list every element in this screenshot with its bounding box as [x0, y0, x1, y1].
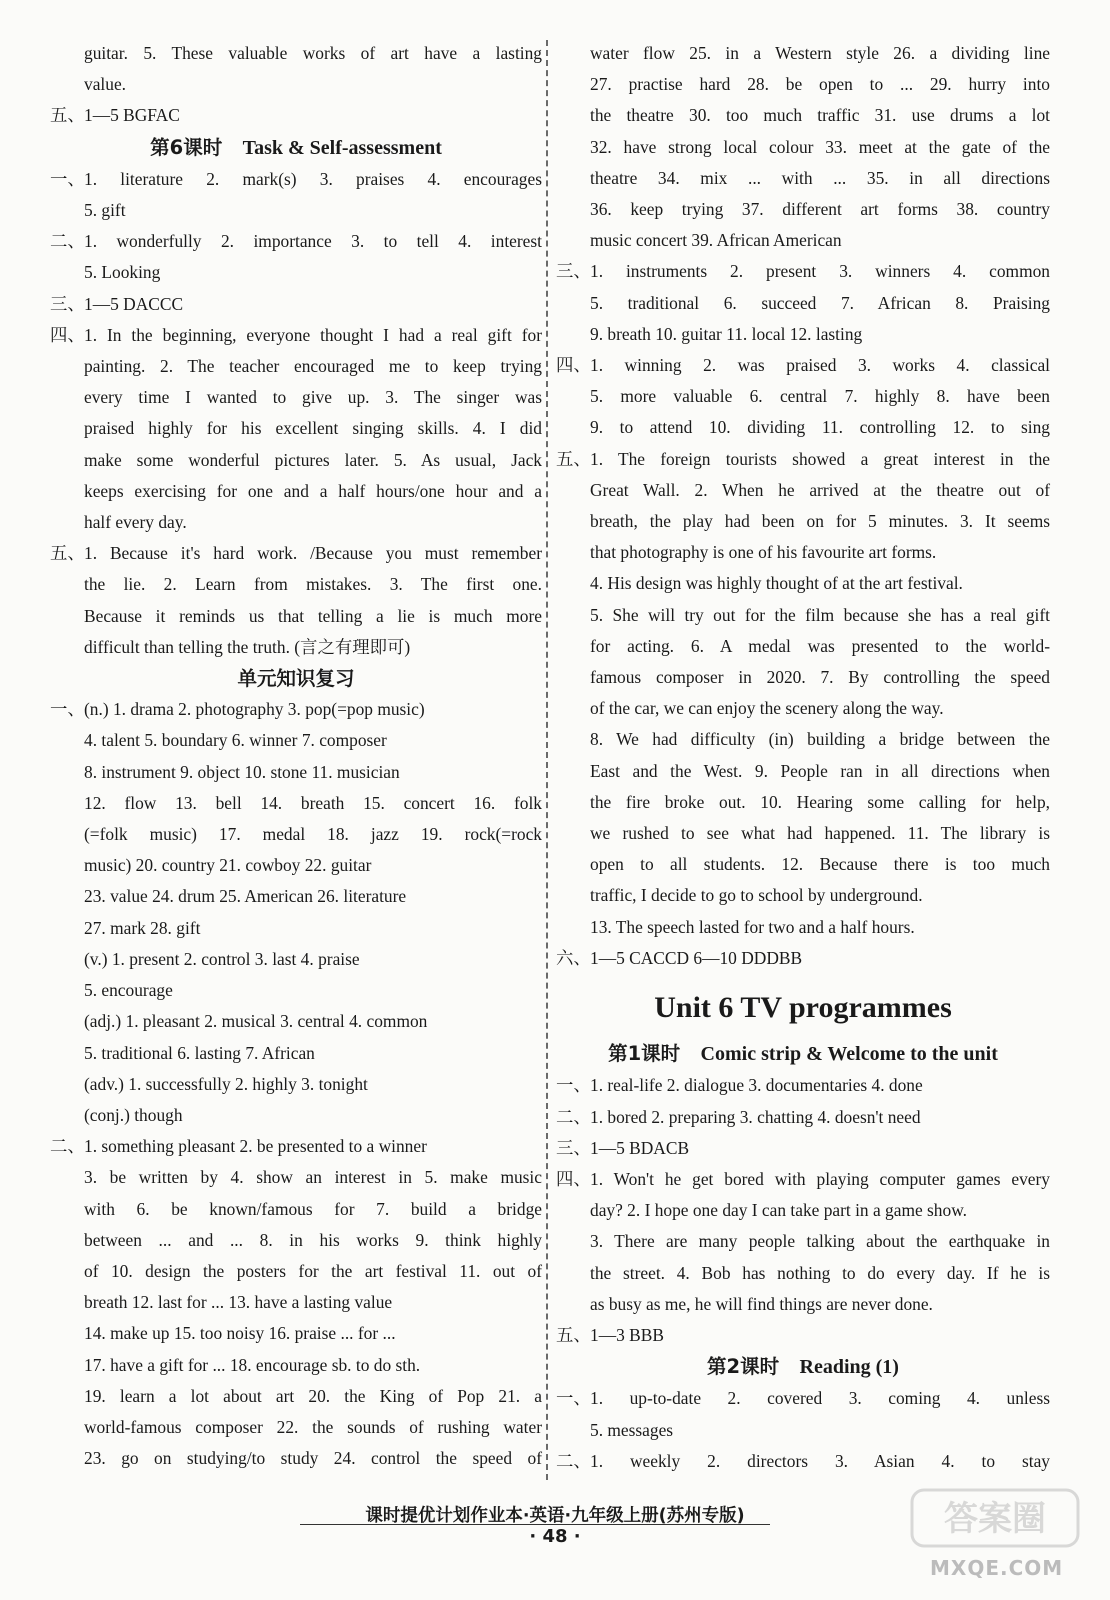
answer-section-line: [50, 1131, 542, 1162]
section-number: 二、: [556, 1106, 591, 1127]
answer-line: every time I wanted to give up. 3. The singer was: [84, 387, 542, 408]
answer-line: of the car, we can enjoy the scenery along the way.: [590, 698, 944, 719]
answer-line: (adv.) 1. successfully 2. highly 3. tonight: [84, 1073, 368, 1094]
section-number: 一、: [50, 699, 85, 720]
answer-line: Because it reminds us that telling a lie is much more: [84, 605, 542, 626]
answer-line: world-famous composer 22. the sounds of rushing water: [84, 1416, 542, 1437]
answer-section-line: [556, 1164, 1050, 1195]
answer-line: between ... and ... 8. in his works 9. think highly: [84, 1229, 542, 1250]
answer-line: 5. traditional 6. succeed 7. African 8. Praising: [590, 292, 1050, 313]
answer-section-line: [556, 444, 1050, 475]
section-number: 四、: [50, 324, 85, 345]
answer-text: 1. instruments 2. present 3. winners 4. common: [590, 261, 1050, 282]
section-number: 二、: [556, 1450, 591, 1471]
answer-text: 1—5 DACCC: [84, 293, 184, 314]
answer-line: 9. to attend 10. dividing 11. controlling 12. to sing: [590, 417, 1050, 438]
answer-line: the theatre 30. too much traffic 31. use drums a lot: [590, 105, 1050, 126]
answer-section-line: [556, 256, 1050, 287]
answer-text: 1—5 BDACB: [590, 1137, 690, 1158]
answer-line: the lie. 2. Learn from mistakes. 3. The first one.: [84, 574, 542, 595]
answer-line: East and the West. 9. People ran in all directions when: [590, 760, 1050, 781]
answer-text: 1. Because it's hard work. /Because you must remember: [84, 543, 542, 564]
answer-line: value.: [84, 74, 127, 95]
section-number: 三、: [50, 293, 85, 314]
page-number: · 48 ·: [529, 1526, 581, 1547]
answer-text: (n.) 1. drama 2. photography 3. pop(=pop music): [84, 699, 425, 720]
section-heading-cn: 第2课时: [707, 1355, 780, 1379]
answer-line: 5. Looking: [84, 262, 161, 283]
answer-line: theatre 34. mix ... with ... 35. in all directions: [590, 167, 1050, 188]
section-number: 一、: [556, 1075, 591, 1096]
section-heading-en: Reading (1): [799, 1356, 899, 1379]
answer-line: open to all students. 12. Because there is too much: [590, 854, 1050, 875]
section-number: 三、: [556, 1137, 591, 1158]
section-number: 五、: [50, 105, 85, 126]
answer-line: 8. instrument 9. object 10. stone 11. musician: [84, 761, 400, 782]
answer-text: 1. something pleasant 2. be presented to a winner: [84, 1136, 427, 1157]
section-number: 五、: [556, 448, 591, 469]
answer-section-line: [556, 1070, 1050, 1101]
watermark-url: MXQE.COM: [930, 1556, 1064, 1580]
section-heading-en: Comic strip & Welcome to the unit: [700, 1043, 998, 1066]
section-heading: [50, 132, 542, 164]
answer-section-line: [556, 1320, 1050, 1351]
footer-rule: [300, 1524, 770, 1525]
section-number: 三、: [556, 261, 591, 282]
answer-text: 1. real-life 2. dialogue 3. documentaries 4. done: [590, 1075, 923, 1096]
answer-line: 17. have a gift for ... 18. encourage sb. to do sth.: [84, 1354, 421, 1375]
answer-line: make some wonderful pictures later. 5. As usual, Jack: [84, 449, 542, 470]
answer-line: 27. mark 28. gift: [84, 917, 201, 938]
answer-line: 5. messages: [590, 1419, 674, 1440]
answer-line: Great Wall. 2. When he arrived at the theatre out of: [590, 479, 1050, 500]
section-number: 二、: [50, 1136, 85, 1157]
column-divider: [546, 40, 548, 1480]
unit-title: Unit 6 TV programmes: [654, 991, 952, 1025]
answer-line: day? 2. I hope one day I can take part in a game show.: [590, 1200, 967, 1221]
answer-line: half every day.: [84, 512, 187, 533]
answer-line: difficult than telling the truth. (言之有理即可): [84, 636, 411, 657]
answer-line: 5. She will try out for the film because she has a real gift: [590, 604, 1050, 625]
section-number: 四、: [556, 1168, 591, 1189]
answer-text: 1. weekly 2. directors 3. Asian 4. to stay: [590, 1450, 1050, 1471]
answer-line: (=folk music) 17. medal 18. jazz 19. rock(=rock: [84, 824, 542, 845]
answer-section-line: [556, 1446, 1050, 1477]
section-heading: [50, 663, 542, 694]
answer-text: 1. The foreign tourists showed a great interest in the: [590, 448, 1050, 469]
answer-text: 1—3 BBB: [590, 1324, 664, 1345]
answer-line: 27. practise hard 28. be open to ... 29. hurry into: [590, 74, 1050, 95]
section-number: 四、: [556, 355, 591, 376]
answer-line: 5. traditional 6. lasting 7. African: [84, 1042, 315, 1063]
answer-section-line: [50, 320, 542, 351]
answer-line: with 6. be known/famous for 7. build a bridge: [84, 1198, 542, 1219]
footer-title: 课时提优计划作业本·英语·九年级上册(苏州专版): [365, 1506, 745, 1526]
section-number: 一、: [50, 168, 85, 189]
answer-line: breath, the play had been on for 5 minutes. 3. It seems: [590, 511, 1050, 532]
right-column: [556, 38, 1050, 1477]
answer-section-line: [50, 538, 542, 569]
answer-section-line: [50, 226, 542, 257]
answer-line: (adj.) 1. pleasant 2. musical 3. central 4. common: [84, 1011, 428, 1032]
section-heading: [556, 1351, 1050, 1383]
answer-line: traffic, I decide to go to school by underground.: [590, 885, 923, 906]
answer-section-line: [50, 100, 542, 131]
answer-section-line: [50, 164, 542, 195]
answer-section-line: [50, 694, 542, 725]
answer-text: 1—5 BGFAC: [84, 105, 180, 126]
answer-text: 1. Won't he get bored with playing computer games every: [590, 1168, 1050, 1189]
answer-text: 1. In the beginning, everyone thought I had a real gift for: [84, 324, 542, 345]
section-heading-cn: 第1课时: [608, 1042, 681, 1066]
answer-section-line: [556, 943, 1050, 974]
answer-line: 5. gift: [84, 200, 126, 221]
answer-line: 32. have strong local colour 33. meet at the gate of the: [590, 136, 1050, 157]
answer-line: 23. value 24. drum 25. American 26. literature: [84, 886, 407, 907]
answer-line: 8. We had difficulty (in) building a bridge between the: [590, 729, 1050, 750]
answer-line: 5. encourage: [84, 980, 173, 1001]
answer-section-line: [556, 1102, 1050, 1133]
answer-line: music) 20. country 21. cowboy 22. guitar: [84, 855, 372, 876]
answer-line: 14. make up 15. too noisy 16. praise ... for ...: [84, 1323, 396, 1344]
answer-line: famous composer in 2020. 7. By controlling the speed: [590, 667, 1050, 688]
answer-line: 13. The speech lasted for two and a half hours.: [590, 916, 915, 937]
answer-text: 1. wonderfully 2. importance 3. to tell 4. interest: [84, 231, 542, 252]
watermark-logo-text: 答案圈: [944, 1499, 1046, 1539]
answer-text: 1. bored 2. preparing 3. chatting 4. doesn't need: [590, 1106, 921, 1127]
answer-line: 5. more valuable 6. central 7. highly 8. have been: [590, 386, 1050, 407]
answer-line: praised highly for his excellent singing skills. 4. I did: [84, 418, 542, 439]
answer-line: 23. go on studying/to study 24. control the speed of: [84, 1448, 542, 1469]
answer-line: 4. His design was highly thought of at the art festival.: [590, 573, 963, 594]
section-number: 五、: [50, 543, 85, 564]
section-number: 二、: [50, 231, 85, 252]
section-heading-en: Task & Self-assessment: [242, 136, 442, 159]
answer-section-line: [50, 289, 542, 320]
section-number: 一、: [556, 1388, 591, 1409]
section-heading-cn: 第6课时: [150, 135, 223, 159]
watermark-logo: [910, 1486, 1080, 1550]
answer-section-line: [556, 1133, 1050, 1164]
answer-line: music concert 39. African American: [590, 230, 842, 251]
left-column: [50, 38, 542, 1474]
answer-line: the street. 4. Bob has nothing to do every day. If he is: [590, 1262, 1050, 1283]
answer-line: water flow 25. in a Western style 26. a dividing line: [590, 43, 1050, 63]
answer-line: that photography is one of his favourite art forms.: [590, 542, 937, 563]
answer-line: the fire broke out. 10. Hearing some calling for help,: [590, 791, 1050, 812]
answer-text: 1. up-to-date 2. covered 3. coming 4. unless: [590, 1388, 1050, 1409]
answer-line: breath 12. last for ... 13. have a lasting value: [84, 1292, 393, 1313]
section-number: 五、: [556, 1324, 591, 1345]
answer-line: 36. keep trying 37. different art forms 38. country: [590, 199, 1050, 220]
answer-line: 19. learn a lot about art 20. the King of Pop 21. a: [84, 1385, 542, 1406]
section-number: 六、: [556, 947, 591, 968]
answer-line: 12. flow 13. bell 14. breath 15. concert 16. folk: [84, 792, 542, 813]
answer-text: 1—5 CACCD 6—10 DDDBB: [590, 947, 803, 968]
answer-line: 3. There are many people talking about the earthquake in: [590, 1231, 1050, 1252]
answer-line: for acting. 6. A medal was presented to the world-: [590, 635, 1050, 656]
answer-section-line: [556, 1383, 1050, 1414]
answer-text: 1. literature 2. mark(s) 3. praises 4. encourages: [84, 168, 542, 189]
answer-line: of 10. design the posters for the art festival 11. out of: [84, 1260, 542, 1281]
answer-line: guitar. 5. These valuable works of art have a lasting: [84, 43, 542, 63]
answer-line: keeps exercising for one and a half hours/one hour and a: [84, 480, 542, 501]
answer-line: (conj.) though: [84, 1104, 183, 1125]
answer-line: 3. be written by 4. show an interest in 5. make music: [84, 1167, 542, 1188]
answer-line: (v.) 1. present 2. control 3. last 4. praise: [84, 948, 360, 969]
answer-line: painting. 2. The teacher encouraged me to keep trying: [84, 356, 542, 377]
answer-text: 1. winning 2. was praised 3. works 4. classical: [590, 355, 1050, 376]
answer-line: 4. talent 5. boundary 6. winner 7. composer: [84, 730, 387, 751]
answer-line: 9. breath 10. guitar 11. local 12. lasting: [590, 323, 863, 344]
section-heading: [556, 1038, 1050, 1070]
section-heading-cn: 单元知识复习: [237, 667, 355, 691]
answer-line: we rushed to see what had happened. 11. The library is: [590, 823, 1050, 844]
answer-line: as busy as me, he will find things are never done.: [590, 1293, 933, 1314]
answer-section-line: [556, 350, 1050, 381]
